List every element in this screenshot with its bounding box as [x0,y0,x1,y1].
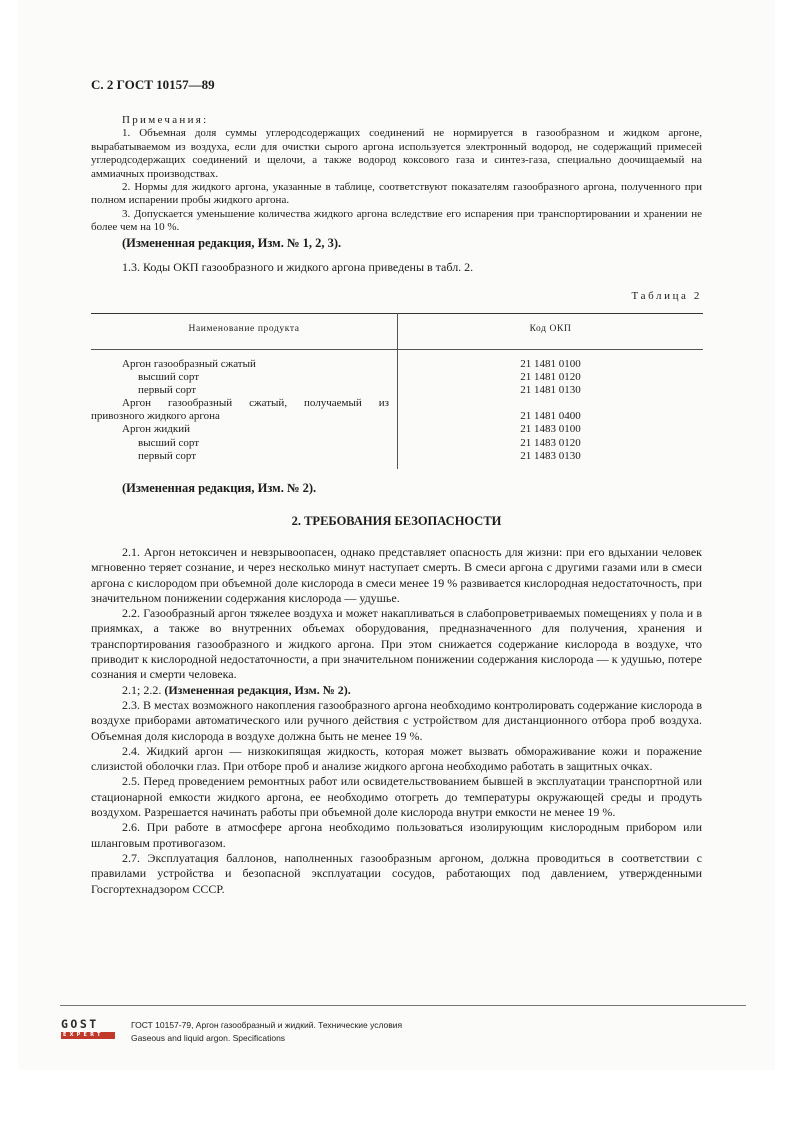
table-code-column [398,358,703,463]
table-row-name: первый сорт [138,449,197,462]
footer-title-ru: ГОСТ 10157-79, Аргон газообразный и жидкий. Технические условия [131,1020,403,1030]
table-row-code: 21 1483 0130 [520,449,581,462]
table-row-code: 21 1481 0120 [520,371,581,384]
table-row-name: привозного жидкого аргона [91,410,220,423]
note-2: 2. Нормы для жидкого аргона, указанные в таблице, соответствуют показателям газообразного аргона, полученного при полном испарении пробы жидкого аргона. [91,181,702,207]
footer-text [131,1019,402,1045]
clause-2-1-2-2-prefix: 2.1; 2.2. [122,682,162,697]
table-row-code: 21 1481 0100 [520,358,581,370]
footer-title-en: Gaseous and liquid argon. Specifications [131,1033,286,1043]
table-name-column [91,358,389,463]
table-row-code: 21 1483 0100 [520,423,581,436]
notes-revision: (Измененная редакция, Изм. № 1, 2, 3). [122,235,342,250]
clause-1-3: 1.3. Коды ОКП газообразного и жидкого аргона приведены в табл. 2. [122,260,474,274]
clause-2-1: 2.1. Аргон нетоксичен и невзрывоопасен, однако представляет опасность для жизни: при его вдыхании человек мгновенно теряет сознание, и через несколько минут наступает смерть. В смеси аргона с другими газами или в смеси аргона с кислородом при объемной доле кислорода в смеси менее 19 % развивается кислородная недостаточность, при значительном понижении содержания кислорода — удушье. [91,545,702,605]
clause-2-5: 2.5. Перед проведением ремонтных работ или освидетельствованием бывшей в эксплуатации транспортной или стационарной емкости жидкого аргона, ее необходимо отогреть до температуры окружающей среды и продуть воздухом. Разрешается начинать работы при объемной доле кислорода внутри емкости не менее 19 %. [91,774,702,820]
table-row-code: 21 1481 0130 [520,384,581,397]
clause-2-1-2-2-rev: (Измененная редакция, Изм. № 2). [164,682,351,697]
gost-logo-subtitle: EXPERT [61,1032,115,1039]
clause-2-7: 2.7. Эксплуатация баллонов, наполненных газообразным аргоном, должна проводиться в соответствии с правилами устройства и безопасной эксплуатации сосудов, работающих под давлением, утвержденными Госгортехнадзором СССР. [91,850,702,896]
table-row-name: высший сорт [138,371,200,384]
note-1: 1. Объемная доля суммы углеродсодержащих соединений не нормируется в газообразном и жидком аргоне, вырабатываемом из воздуха, если для очистки сырого аргона используется электронный водород, не содержащий примесей углеродсодержащих соединений и щелочи, а также водород коксового газа и синтез-газа, специально доочищаемый на аммиачных производствах. [91,127,702,180]
section-title: 2. ТРЕБОВАНИЯ БЕЗОПАСНОСТИ [291,514,502,528]
notes-heading: Примечания: [122,114,209,126]
table-row-code: 21 1481 0400 [520,410,581,423]
gost-logo-wordmark: GOST [61,1017,99,1031]
note-3: 3. Допускается уменьшение количества жидкого аргона вследствие его испарения при транспортировании и хранении не более чем на 10 %. [91,207,702,234]
clause-2-6: 2.6. При работе в атмосфере аргона необходимо пользоваться изолирующим кислородным прибором или шланговым противогазом. [91,820,702,850]
okp-codes-table [91,313,703,469]
table-row-name: Аргон жидкий [122,423,191,436]
notes-block [91,114,702,250]
table-caption: Таблица 2 [631,290,702,302]
table-revision: (Измененная редакция, Изм. № 2). [122,481,317,495]
table-row-name: первый сорт [138,384,197,397]
page-header: С. 2 ГОСТ 10157—89 [91,77,215,92]
table-row-name: Аргон газообразный сжатый, получаемый из [122,397,389,410]
section-body [91,545,702,897]
table-row-code-spacer [398,397,703,410]
table-row-name: высший сорт [138,436,200,449]
table-row-name: Аргон газообразный сжатый [122,358,256,370]
clause-2-4: 2.4. Жидкий аргон — низкокипящая жидкость, которая может вызвать обмораживание кожи и поражение слизистой оболочки глаз. При отборе проб и анализе жидкого аргона необходимо работать в защитных очках. [91,743,702,774]
table-header-code: Код ОКП [529,324,572,334]
clause-2-1-2-2-revision [91,683,702,698]
table-header-name: Наименование продукта [188,324,300,334]
clause-2-3: 2.3. В местах возможного накопления газообразного аргона необходимо контролировать содержание кислорода в воздухе приборами автоматического или ручного действия с устройством для дистанционного отбора проб воздуха. Объемная доля кислорода в воздухе должна быть не менее 19 %. [91,697,702,743]
gost-expert-logo[interactable] [61,1019,115,1041]
footer-rule [60,1005,746,1006]
clause-2-2: 2.2. Газообразный аргон тяжелее воздуха и может накапливаться в слабопроветриваемых помещениях у пола и в приямках, а также во внутренних объемах оборудования, предназначенного для получения, хранения и транспортирования газообразного и жидкого аргона. При этом снижается содержание кислорода в воздухе, что приводит к кислородной недостаточности, а при значительном понижении содержания кислорода — к удушью, потере сознания и смерти человека. [91,606,702,682]
table-row-code: 21 1483 0120 [520,436,581,449]
